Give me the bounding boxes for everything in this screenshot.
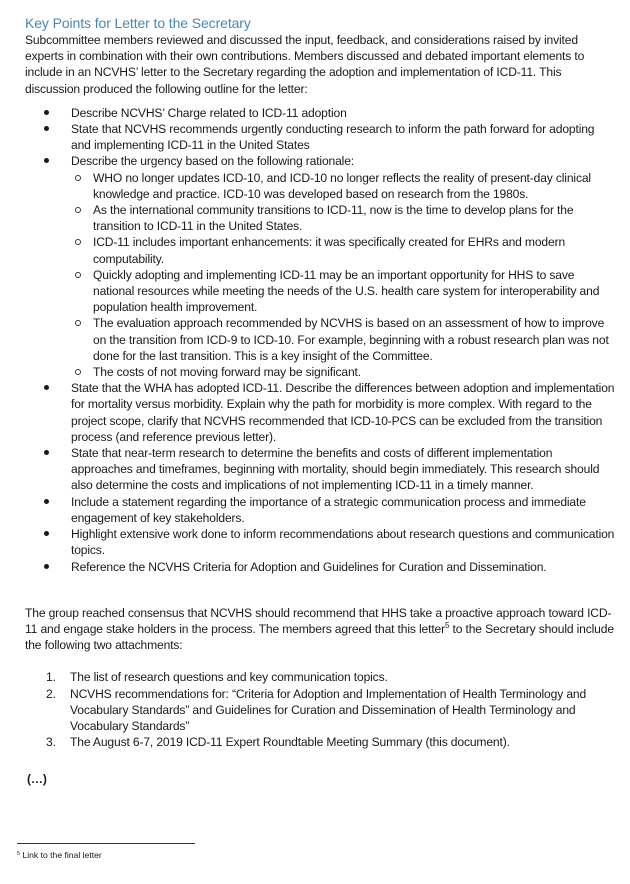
section-heading: Key Points for Letter to the Secretary [25,15,251,31]
footnote-link[interactable]: Link to the final letter [20,850,102,860]
bullet-icon [44,499,49,504]
outline-item-text: Include a statement regarding the importance of a strategic communication process and immediate engagement of key stakeholders. [71,494,586,525]
attachment-number: 3. [46,735,56,750]
hollow-bullet-icon [75,272,81,278]
omission-marker: (…) [27,772,47,787]
hollow-bullet-icon [75,320,81,326]
attachment-item [46,686,615,735]
attachment-item [46,669,615,685]
outline-item-text: State that near-term research to determine the benefits and costs of different implementation approaches and timeframes, beginning with mortality, should begin immediately. This research should also determine the costs and implications of not implementing ICD-11 in a timely manner. [71,446,600,493]
rationale-item-text: The evaluation approach recommended by NCVHS is based on an assessment of how to improve on the transition from ICD-9 to ICD-10. For example, beginning with a robust research plan was not done for the last transition. This is a key insight of the Committee. [93,316,609,363]
consensus-text-start: The group reached consensus that NCVHS should recommend that HHS take a proactive approach toward ICD-11 and engage stake holders in the process. The members agreed that this letter [25,605,612,636]
outline-item [71,380,615,445]
consensus-text-end: to the Secretary should include the following two attachments: [25,621,614,653]
intro-paragraph: Subcommittee members reviewed and discussed the input, feedback, and considerations raised by invited experts in combination with their own contributions. Members discussed and debated important elements to include in an NCVHS’ letter to the Secretary regarding the adoption and implementation of ICD-11. This discussion produced the following outline for the letter: [25,33,585,96]
rationale-item [93,364,615,380]
outline-item [71,559,615,575]
attachments-list [25,669,615,750]
document-page [25,14,615,788]
rationale-item-text: ICD-11 includes important enhancements: it was specifically created for EHRs and modern computability. [93,235,566,266]
attachment-text: The August 6-7, 2019 ICD-11 Expert Roundtable Meeting Summary (this document). [70,735,510,750]
hollow-bullet-icon [75,369,81,375]
outline-item-text: Describe NCVHS’ Charge related to ICD-11 adoption [71,105,347,120]
outline-item [71,445,615,494]
hollow-bullet-icon [75,239,81,245]
rationale-item [93,170,615,202]
footnote [17,850,102,861]
footnote-marker: 5 [17,851,21,857]
hollow-bullet-icon [75,207,81,213]
bullet-icon [44,531,49,536]
rationale-item [93,202,615,234]
rationale-item-text: Quickly adopting and implementing ICD-11 may be an important opportunity for HHS to save national resources while meeting the needs of the U.S. health care system for interoperability and population health improvement. [93,267,600,315]
outline-item-text: Reference the NCVHS Criteria for Adoption and Guidelines for Curation and Dissemination. [71,559,547,574]
outline-item [71,105,615,121]
bullet-icon [44,110,49,115]
bullet-icon [44,385,49,390]
rationale-item [93,267,615,316]
bullet-icon [44,158,49,163]
rationale-item [93,315,615,364]
footnote-reference[interactable]: 5 [444,620,450,630]
outline-item [71,121,615,153]
attachment-text: NCVHS recommendations for: “Criteria for Adoption and Implementation of Health Terminology and Vocabulary Standards” and Guidelines for Curation and Dissemination of Health Terminology and Vocabulary Standards” [70,686,587,733]
rationale-sublist [71,170,615,381]
attachment-text: The list of research questions and key communication topics. [70,670,388,685]
consensus-paragraph [25,605,615,654]
bullet-icon [44,126,49,131]
outline-item [71,526,615,558]
outline-item-text: State that NCVHS recommends urgently conducting research to inform the path forward for adopting and implementing ICD-11 in the United States [71,122,595,153]
outline-item-text: Highlight extensive work done to inform recommendations about research questions and communication topics. [71,527,615,558]
rationale-item-text: The costs of not moving forward may be significant. [93,365,361,380]
outline-item-text: State that the WHA has adopted ICD-11. Describe the differences between adoption and implementation for mortality versus morbidity. Explain why the path for morbidity is more complex. With regard to the project scope, clarify that NCVHS recommended that ICD-10-PCS can be excluded from the transition process (and reference previous letter). [71,381,615,444]
hollow-bullet-icon [75,175,81,181]
outline-list [25,105,615,575]
footnote-separator [17,843,195,844]
attachment-item [46,734,615,750]
attachment-number: 1. [46,670,56,685]
rationale-item-text: WHO no longer updates ICD-10, and ICD-10 no longer reflects the reality of present-day clinical knowledge and practice. ICD-10 was developed based on research from the 1980s. [93,170,591,201]
bullet-icon [44,564,49,569]
outline-item [71,494,615,526]
rationale-item-text: As the international community transitions to ICD-11, now is the time to develop plans for the transition to ICD-11 in the United States. [93,203,574,234]
outline-item-text: Describe the urgency based on the following rationale: [71,154,355,169]
bullet-icon [44,450,49,455]
rationale-item [93,234,615,266]
outline-item [71,153,615,380]
attachment-number: 2. [46,686,56,701]
